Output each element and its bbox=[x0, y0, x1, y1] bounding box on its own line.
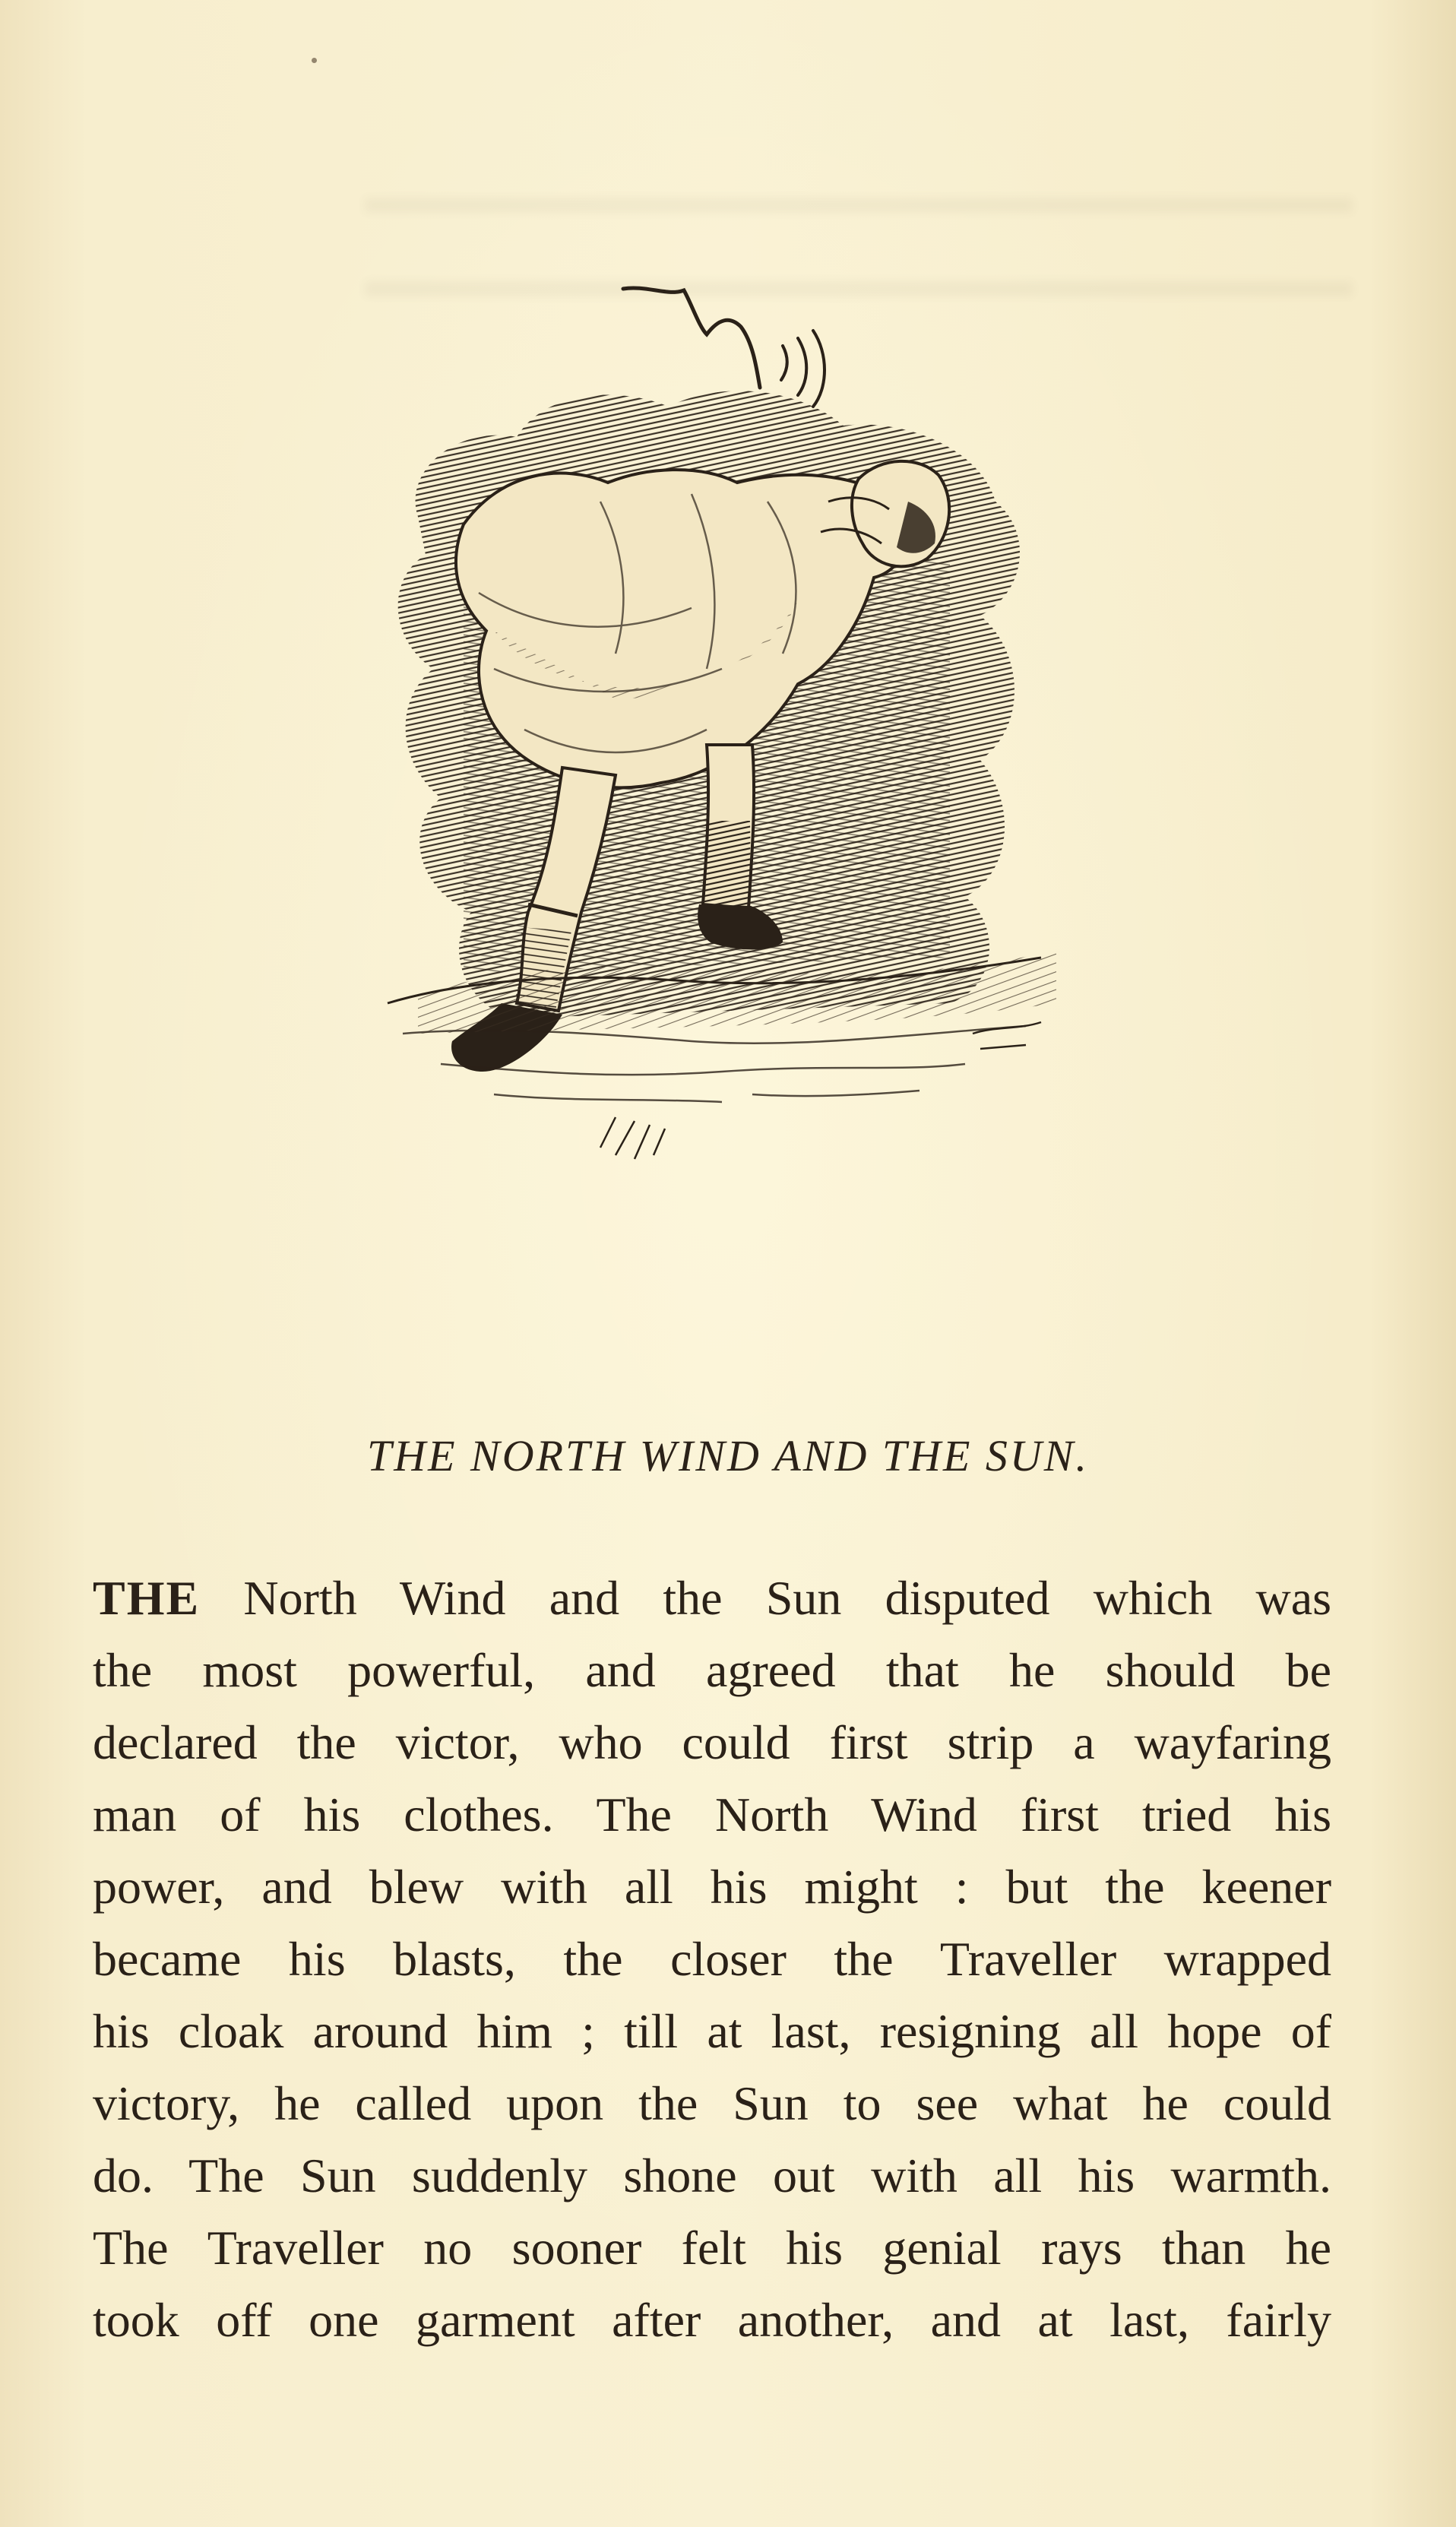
fable-line: do. The Sun suddenly shone out with all his warmth. bbox=[93, 2149, 1331, 2202]
fable-line: his cloak around him ; till at last, resigning all hope of bbox=[93, 2004, 1331, 2058]
north-wind-engraving bbox=[372, 274, 1087, 1284]
fable-line: victory, he called upon the Sun to see what he could bbox=[93, 2076, 1331, 2130]
fable-line: The Traveller no sooner felt his genial rays than he bbox=[93, 2221, 1331, 2275]
fable-line: man of his clothes. The North Wind first tried his bbox=[93, 1788, 1331, 1841]
fable-line bbox=[93, 1562, 1331, 1634]
fable-line: became his blasts, the closer the Traveller wrapped bbox=[93, 1932, 1331, 1986]
fable-line: power, and blew with all his might : but the keener bbox=[93, 1860, 1331, 1914]
fable-line: declared the victor, who could first strip a wayfaring bbox=[93, 1715, 1331, 1769]
fable-text bbox=[93, 1562, 1331, 2356]
drop-word: THE bbox=[93, 1571, 201, 1625]
fable-line: the most powerful, and agreed that he should be bbox=[93, 1643, 1331, 1697]
paper-speck bbox=[312, 58, 317, 63]
fable-line: took off one garment after another, and at last, fairly bbox=[93, 2293, 1331, 2347]
illustration-caption: THE NORTH WIND AND THE SUN. bbox=[366, 1431, 1089, 1480]
line-text: North Wind and the Sun disputed which was bbox=[200, 1571, 1331, 1625]
